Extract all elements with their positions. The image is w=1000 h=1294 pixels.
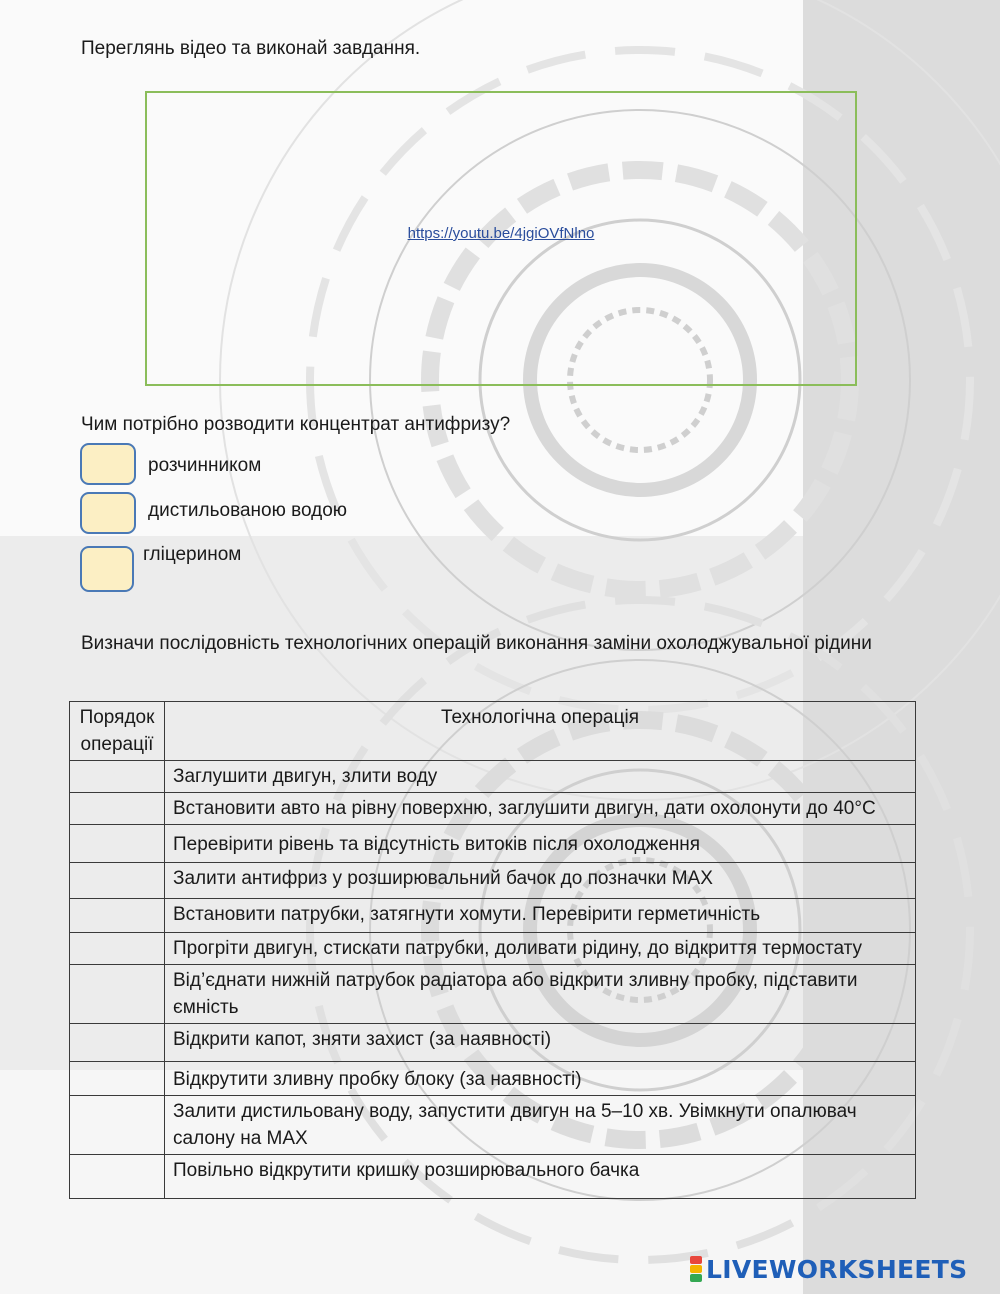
operation-text: Встановити авто на рівну поверхню, заглушити двигун, дати охолонути до 40°С: [165, 793, 916, 825]
operation-text: Перевірити рівень та відсутність витоків після охолодження: [165, 825, 916, 863]
operation-text: Прогріти двигун, стискати патрубки, доливати рідину, до відкриття термостату: [165, 933, 916, 965]
table-row: [70, 1096, 916, 1155]
table-row: [70, 1024, 916, 1062]
order-input[interactable]: [70, 863, 165, 899]
option-1-label: розчинником: [148, 455, 262, 476]
table-row: [70, 1062, 916, 1096]
table-row: [70, 965, 916, 1024]
order-input[interactable]: [70, 793, 165, 825]
order-input[interactable]: [70, 899, 165, 933]
option-2-label: дистильованою водою: [148, 500, 348, 521]
answer-checkbox-1[interactable]: [80, 443, 136, 485]
order-input[interactable]: [70, 1062, 165, 1096]
instruction-text: Переглянь відео та виконай завдання.: [81, 38, 421, 59]
option-3-label: гліцерином: [143, 544, 242, 565]
operation-text: Встановити патрубки, затягнути хомути. Перевірити герметичність: [165, 899, 916, 933]
order-input[interactable]: [70, 1096, 165, 1155]
table-row: [70, 933, 916, 965]
table-row: [70, 793, 916, 825]
header-order: Порядок операції: [70, 702, 165, 761]
order-input[interactable]: [70, 1155, 165, 1199]
table-row: [70, 825, 916, 863]
order-input[interactable]: [70, 965, 165, 1024]
operation-text: Відкрити капот, зняти захист (за наявності): [165, 1024, 916, 1062]
table-header-row: [70, 702, 916, 761]
operation-text: Відкрутити зливну пробку блоку (за наявності): [165, 1062, 916, 1096]
table-row: [70, 1155, 916, 1199]
question-1-text: Чим потрібно розводити концентрат антифризу?: [81, 414, 511, 435]
order-input[interactable]: [70, 933, 165, 965]
operation-text: Від’єднати нижній патрубок радіатора або відкрити зливну пробку, підставити ємність: [165, 965, 916, 1024]
operation-text: Заглушити двигун, злити воду: [165, 761, 916, 793]
answer-checkbox-2[interactable]: [80, 492, 136, 534]
video-link[interactable]: https://youtu.be/4jgiOVfNlno: [407, 225, 595, 242]
operation-text: Повільно відкрутити кришку розширювального бачка: [165, 1155, 916, 1199]
operations-table: [69, 701, 916, 1199]
liveworksheets-logo: [690, 1254, 967, 1284]
task-2-text: Визначи послідовність технологічних операцій виконання заміни охолоджувальної рідини: [81, 633, 872, 654]
operation-text: Залити дистильовану воду, запустити двигун на 5–10 хв. Увімкнути опалювач салону на MAX: [165, 1096, 916, 1155]
answer-checkbox-3[interactable]: [80, 546, 134, 592]
order-input[interactable]: [70, 761, 165, 793]
header-operation: Технологічна операція: [165, 702, 916, 761]
table-row: [70, 899, 916, 933]
operation-text: Залити антифриз у розширювальний бачок до позначки MAX: [165, 863, 916, 899]
logo-icon: [690, 1256, 702, 1282]
order-input[interactable]: [70, 1024, 165, 1062]
video-frame[interactable]: [145, 91, 857, 386]
order-input[interactable]: [70, 825, 165, 863]
table-row: [70, 761, 916, 793]
logo-text: LIVEWORKSHEETS: [706, 1254, 968, 1284]
table-row: [70, 863, 916, 899]
